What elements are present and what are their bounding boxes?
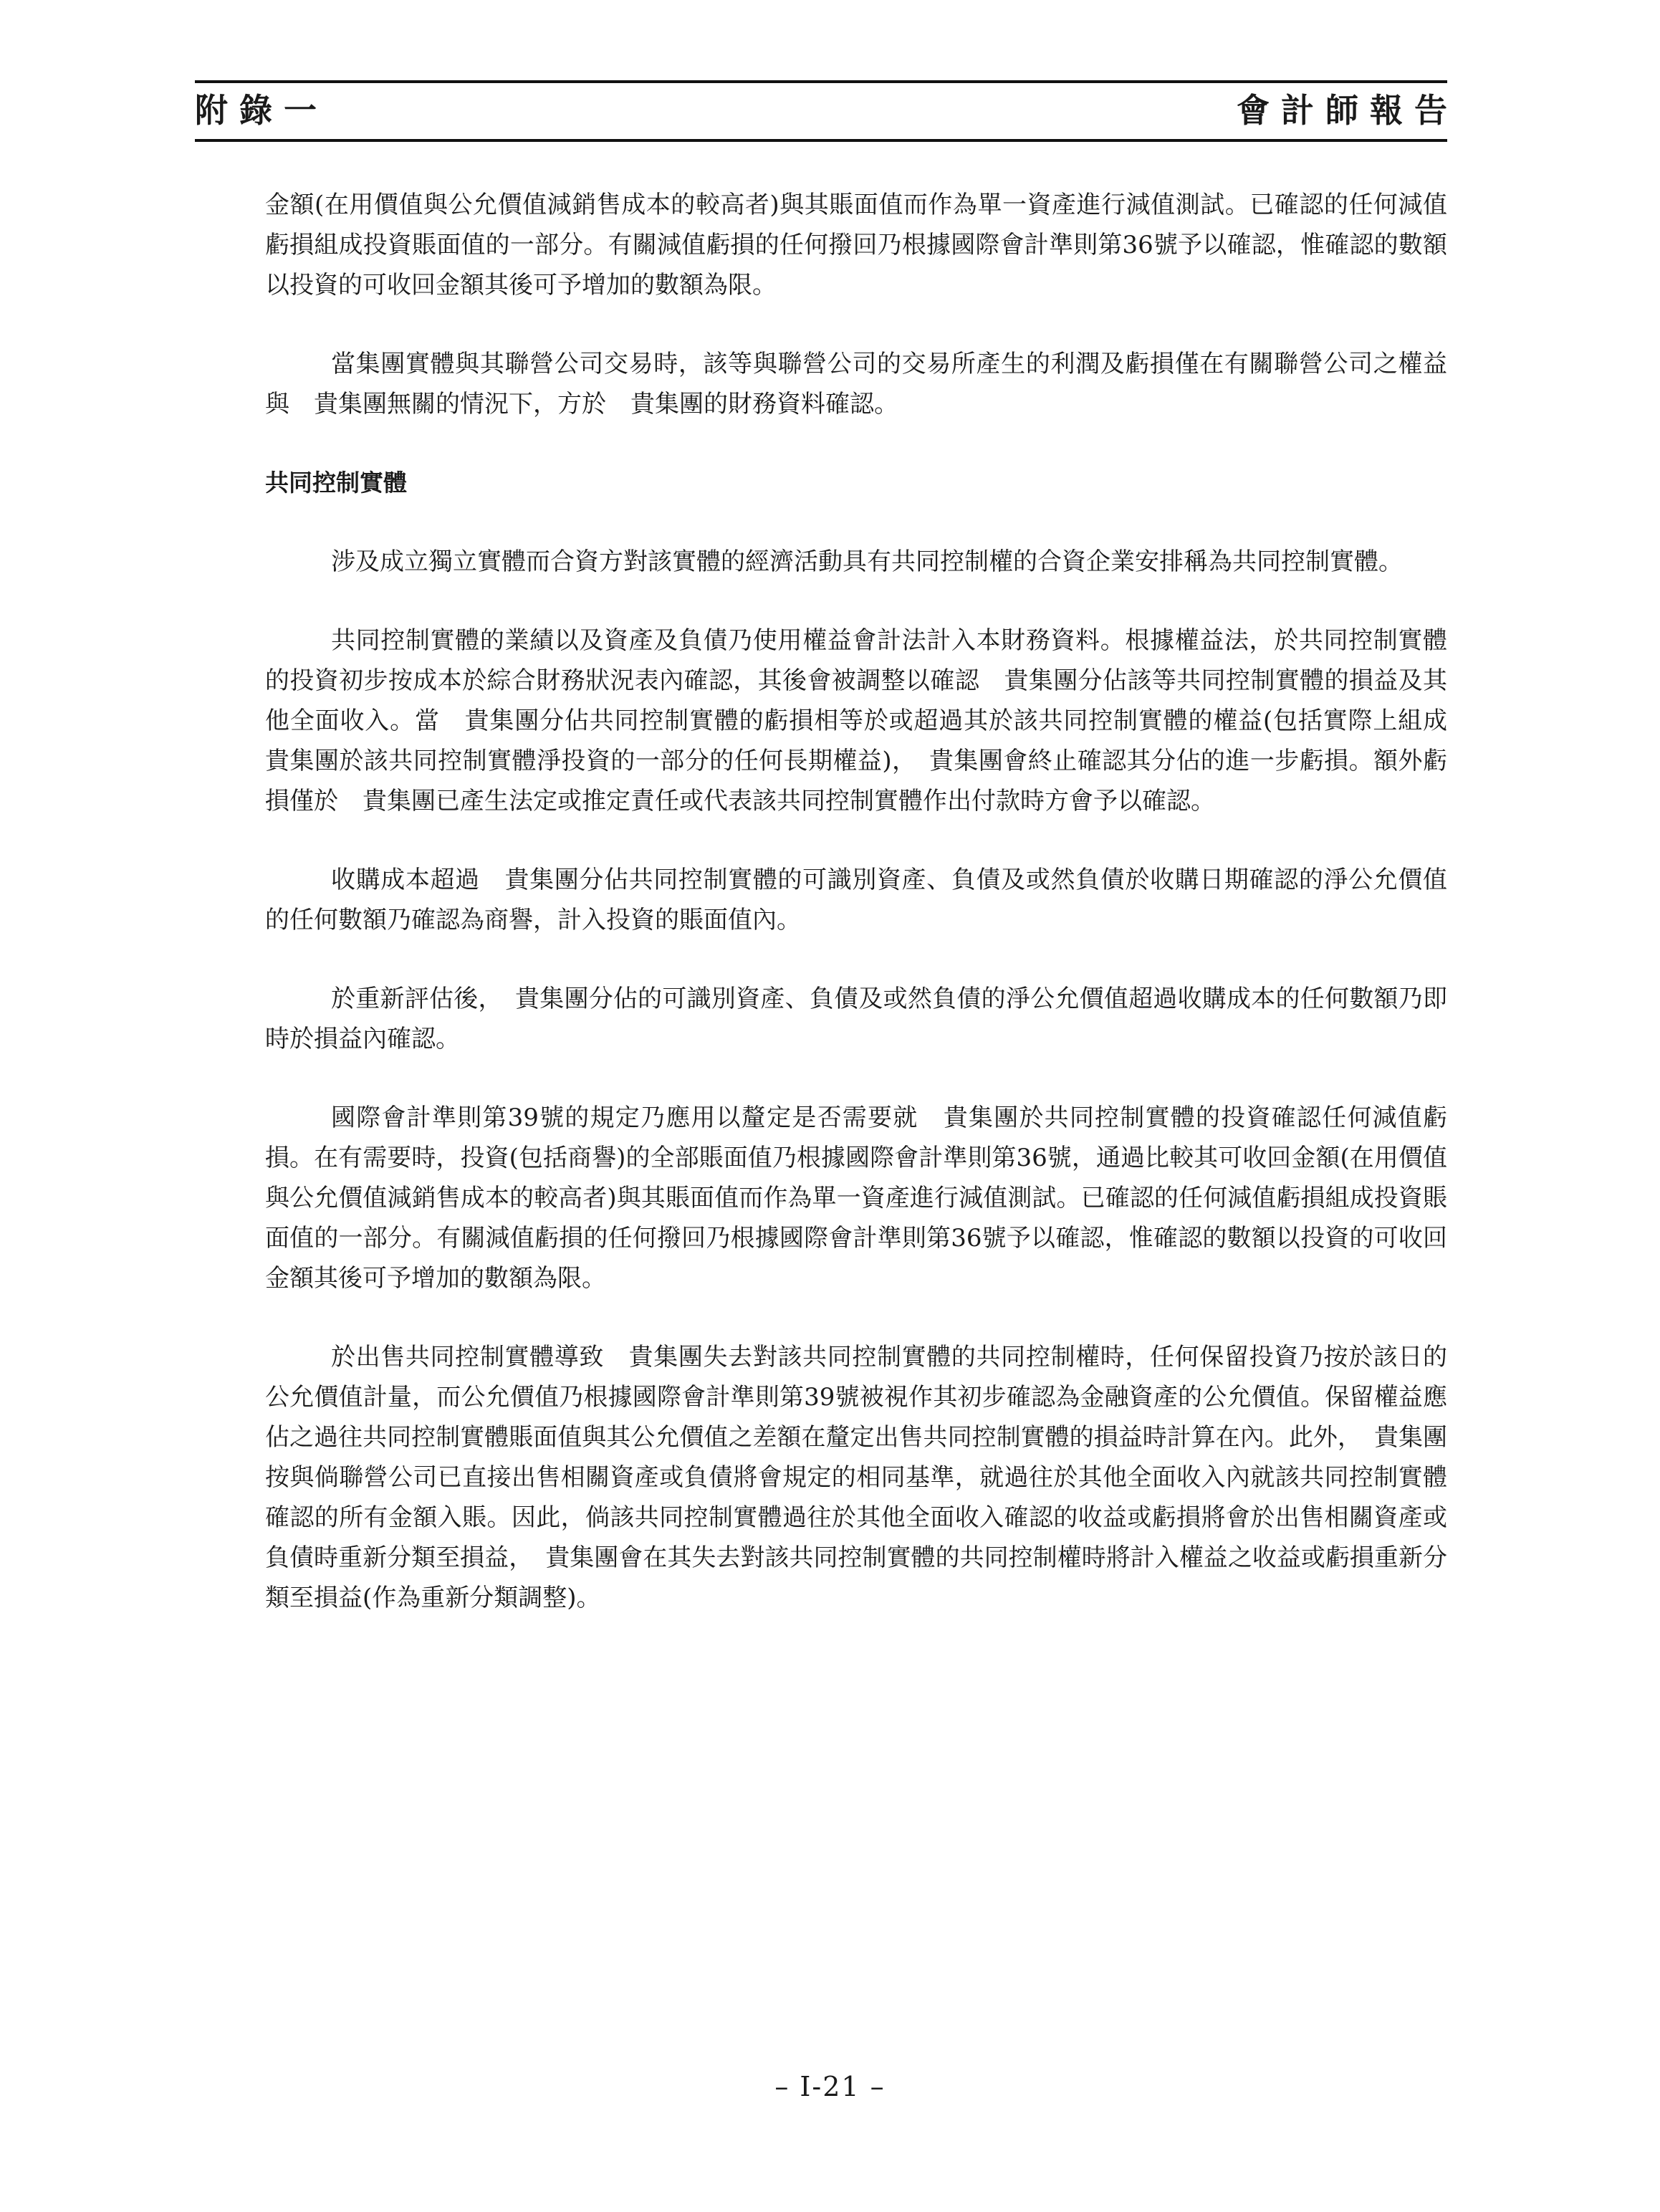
section-heading-jointly-controlled-entities: 共同控制實體 bbox=[265, 469, 407, 497]
paragraph-continuation: 金額(在用價值與公允價值減銷售成本的較高者)與其賬面值而作為單一資產進行減值測試。已確認的任何減值虧損組成投資賬面值的一部分。有關減值虧損的任何撥回乃根據國際會計準則第36號予以確認，惟確認的數額以投資的可收回金額其後可予增加的數額為限。 bbox=[265, 191, 1447, 300]
header-top-rule bbox=[195, 80, 1447, 83]
paragraph-reassessment: 於重新評估後， 貴集團分佔的可識別資產、負債及或然負債的淨公允價值超過收購成本的任何數額乃即時於損益內確認。 bbox=[265, 985, 1447, 1053]
page-number: – I-21 – bbox=[774, 2071, 886, 2102]
section-title: 會計師報告 bbox=[1237, 91, 1459, 130]
paragraph-equity-method: 共同控制實體的業績以及資產及負債乃使用權益會計法計入本財務資料。根據權益法，於共同控制實體的投資初步按成本於綜合財務狀況表內確認，其後會被調整以確認 貴集團分佔該等共同控制實體的損益及其他全面收入。當 貴集團分佔共同控制實體的虧損相等於或超過其於該共同控制實體的權益(包括實際上組成 貴集團於該共同控制實體淨投資的一部分的任何長期權益)， 貴集團會終止確認其分佔的進一步虧損。額外虧損僅於 貴集團已產生法定或推定責任或代表該共同控制實體作出付款時方會予以確認。 bbox=[265, 626, 1472, 815]
paragraph-definition: 涉及成立獨立實體而合資方對該實體的經濟活動具有共同控制權的合資企業安排稱為共同控制實體。 bbox=[331, 547, 1403, 576]
paragraph-associate-transactions: 當集團實體與其聯營公司交易時，該等與聯營公司的交易所產生的利潤及虧損僅在有關聯營公司之權益與 貴集團無關的情況下，方於 貴集團的財務資料確認。 bbox=[265, 350, 1447, 418]
document-body bbox=[265, 185, 1472, 1657]
paragraph-impairment: 國際會計準則第39號的規定乃應用以釐定是否需要就 貴集團於共同控制實體的投資確認任何減值虧損。在有需要時，投資(包括商譽)的全部賬面值乃根據國際會計準則第36號，通過比較其可收回金額(在用價值與公允價值減銷售成本的較高者)與其賬面值而作為單一資產進行減值測試。已確認的任何減值虧損組成投資賬面值的一部分。有關減值虧損的任何撥回乃根據國際會計準則第36號予以確認，惟確認的數額以投資的可收回金額其後可予增加的數額為限。 bbox=[265, 1103, 1447, 1293]
paragraph-disposal: 於出售共同控制實體導致 貴集團失去對該共同控制實體的共同控制權時，任何保留投資乃按於該日的公允價值計量，而公允價值乃根據國際會計準則第39號被視作其初步確認為金融資產的公允價值。保留權益應佔之過往共同控制實體賬面值與其公允價值之差額在釐定出售共同控制實體的損益時計算在內。此外， 貴集團按與倘聯營公司已直接出售相關資產或負債將會規定的相同基準，就過往於其他全面收入內就該共同控制實體確認的所有金額入賬。因此，倘該共同控制實體過往於其他全面收入確認的收益或虧損將會於出售相關資產或負債時重新分類至損益， 貴集團會在其失去對該共同控制實體的共同控制權時將計入權益之收益或虧損重新分類至損益(作為重新分類調整)。 bbox=[265, 1343, 1447, 1612]
paragraph-goodwill: 收購成本超過 貴集團分佔共同控制實體的可識別資產、負債及或然負債於收購日期確認的淨公允價值的任何數額乃確認為商譽，計入投資的賬面值內。 bbox=[265, 866, 1447, 934]
page-header bbox=[195, 80, 1459, 142]
appendix-label: 附錄一 bbox=[195, 91, 328, 130]
header-bottom-rule bbox=[195, 139, 1447, 142]
